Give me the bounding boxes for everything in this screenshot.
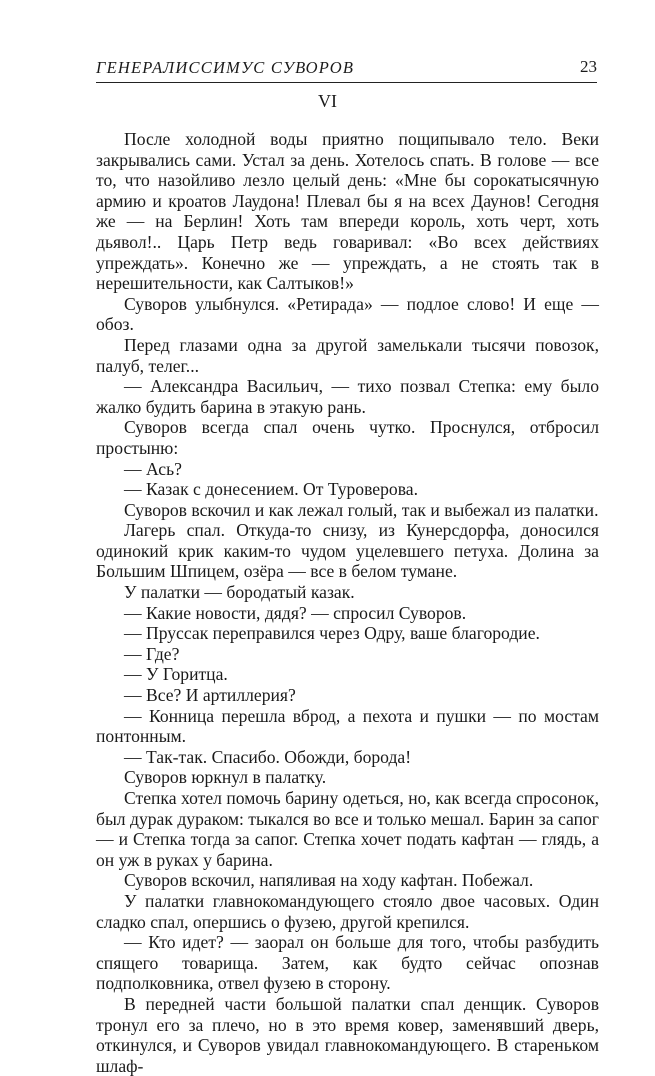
paragraph: Лагерь спал. Откуда-то снизу, из Кунерсдорфа, доносился одинокий крик каким-то чудом уцелевшего петуха. Долина за Большим Шпицем, озёра — все в белом тумане. [96,520,599,582]
paragraph: — Ась? [124,458,182,479]
paragraph: После холодной воды приятно пощипывало тело. Веки закрывались сами. Устал за день. Хотелось спать. В голове — все то, что назойливо лезло целый день: «Мне бы сорокатысячную армию и кроатов Лаудона! Плевал бы я на всех Даунов! Сегодня же — на Берлин! Хоть там впереди король, хоть черт, хоть дьявол!.. Царь Петр ведь говаривал: «Во всех действиях упреждать». Конечно же — упреждать, а не стоять так в нерешительности, как Салтыков!» [96,129,599,294]
paragraph: — Кто идет? — заорал он больше для того, чтобы разбудить спящего товарища. Затем, как будто сейчас опознав подполковника, отвел фузею в сторону. [96,932,599,994]
chapter-heading: VI [318,91,337,111]
running-title: ГЕНЕРАЛИССИМУС СУВОРОВ [96,58,355,77]
paragraph: — Казак с донесением. От Туроверова. [124,479,418,500]
paragraph: — Какие новости, дядя? — спросил Суворов. [124,602,467,623]
paragraph: Суворов вскочил, напяливая на ходу кафтан. Побежал. [124,870,534,891]
paragraph: Перед глазами одна за другой замелькали тысячи повозок, палуб, телег... [96,334,599,376]
body-text [96,129,599,1076]
paragraph: Суворов юркнул в палатку. [124,767,327,788]
paragraph: У палатки — бородатый казак. [124,582,355,603]
paragraph: — Где? [124,643,180,664]
paragraph: В передней части большой палатки спал денщик. Суворов тронул его за плечо, но в это время ковер, заменявший дверь, откинулся, и Суворов увидал главнокомандующего. В стареньком шлаф- [96,993,599,1076]
paragraph: Суворов улыбнулся. «Ретирада» — подлое слово! И еще — обоз. [96,293,599,335]
paragraph: Суворов вскочил и как лежал голый, так и выбежал из палатки. [124,499,599,520]
paragraph: — Все? И артиллерия? [124,685,296,706]
running-header [96,56,597,83]
paragraph: — Так-так. Спасибо. Обожди, борода! [124,746,412,767]
paragraph: — Пруссак переправился через Одру, ваше благородие. [124,623,540,644]
paragraph: — Александра Васильич, — тихо позвал Степка: ему было жалко будить барина в этакую рань. [96,376,599,417]
paragraph: — У Горитца. [124,664,228,685]
paragraph: Суворов всегда спал очень чутко. Проснулся, отбросил простыню: [96,417,599,458]
page-number: 23 [580,57,597,76]
paragraph: — Конница перешла вброд, а пехота и пушки — по мостам понтонным. [96,705,599,747]
paragraph: У палатки главнокомандующего стояло двое часовых. Один сладко спал, опершись о фузею, другой крепился. [96,890,599,932]
paragraph: Степка хотел помочь барину одеться, но, как всегда спросонок, был дурак дураком: тыкался во все и только мешал. Барин за сапог — и Степка тогда за сапог. Степка хочет подать кафтан — глядь, а он уж в руках у барина. [96,788,599,870]
